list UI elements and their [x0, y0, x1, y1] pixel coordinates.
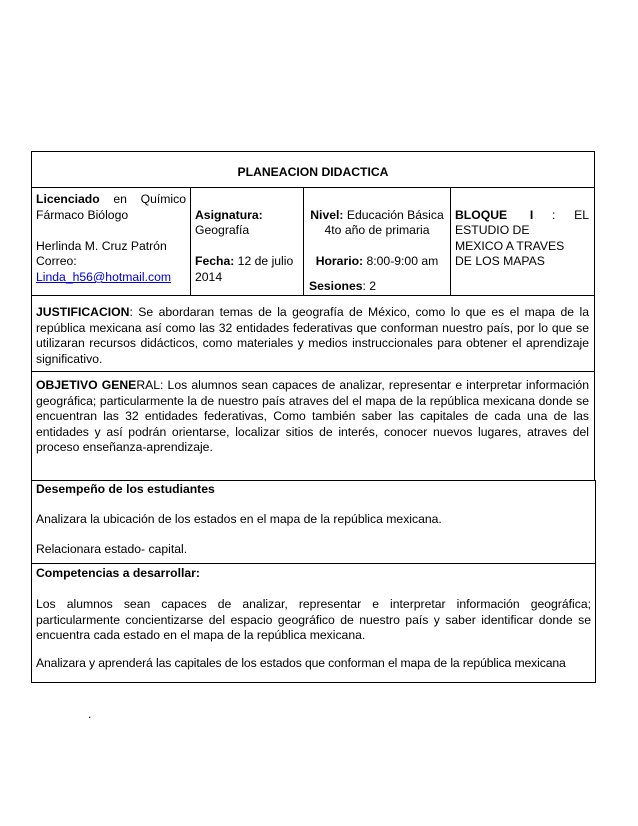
block-line4: DE LOS MAPAS [455, 254, 545, 268]
justification-text: : Se abordaran temas de la geografía de México, como lo que es el mapa de la república mexicana así como las 32 entidades federativas que conforman nuestro país, por lo que se utilizaran recursos didácticos, como materiales y medios instruccionales para obtener el aprendizaje significativo. [36, 305, 589, 366]
schedule-value: 8:00-9:00 am [363, 254, 439, 268]
schedule-label: Horario: [315, 254, 364, 268]
block-label: BLOQUE I [455, 208, 534, 222]
level-value: Educación Básica [343, 208, 444, 222]
sessions-label: Sesiones [309, 279, 363, 293]
page-title: PLANEACION DIDACTICA [237, 165, 389, 179]
email-link[interactable]: Linda_h56@hotmail.com [36, 270, 172, 284]
block-line3: MEXICO A TRAVES [455, 239, 565, 253]
level-label: Nivel: [310, 208, 344, 222]
justification-label: JUSTIFICACION [36, 305, 130, 319]
email-label: Correo: [36, 254, 77, 268]
objective-label: OBJETIVO GENE [36, 378, 137, 392]
subject-label: Asignatura: [195, 208, 263, 222]
date-value: 12 de julio [234, 254, 294, 268]
teacher-title-rest: en Químico [99, 192, 186, 206]
teacher-title-line2: Fármaco Biólogo [36, 208, 129, 222]
teacher-name: Herlinda M. Cruz Patrón [36, 239, 167, 253]
competencies-paragraph-2: Analizara y aprenderá las capitales de los estados que conforman el mapa de la república mexicana [36, 656, 566, 670]
objective-label-rest: RAL [136, 378, 161, 392]
performance-heading: Desempeño de los estudiantes [36, 482, 215, 496]
competencies-paragraph-1: Los alumnos sean capaces de analizar, representar e interpretar información geográfica; particularmente concientizarse del espacio geográfico de nuestro país y saber identificar donde se encuentra cada estado en el mapa de la república mexicana. [36, 597, 591, 642]
objective-text: : Los alumnos sean capaces de analizar, representar e interpretar información geográfica; particularmente la de nuestro país atraves del el mapa de la república mexicana donde se encuentran las 32 entidades federativas, Como también saber las capitales de cada una de las entidades y así podrán orientarse, localizar sitios de interés, conocer nuevos lugares, atraves del proceso enseñanza-aprendizaje. [36, 378, 589, 454]
objective-paragraph [36, 378, 589, 456]
grade-value: 4to año de primaria [324, 223, 430, 237]
subject-value: Geografía [195, 223, 250, 237]
performance-item-1: Analizara la ubicación de los estados en el mapa de la república mexicana. [36, 512, 442, 526]
sessions-value: : 2 [362, 279, 377, 293]
date-label: Fecha: [195, 254, 235, 268]
block-line2: ESTUDIO DE [455, 223, 530, 237]
block-line1-rest: : EL [533, 208, 589, 222]
competencies-heading: Competencias a desarrollar: [36, 566, 200, 580]
teacher-title-label: Licenciado [36, 192, 100, 206]
justification-paragraph [36, 305, 589, 367]
footer-mark: . [88, 707, 92, 721]
performance-item-2: Relacionara estado- capital. [36, 542, 188, 556]
date-year: 2014 [195, 270, 223, 284]
